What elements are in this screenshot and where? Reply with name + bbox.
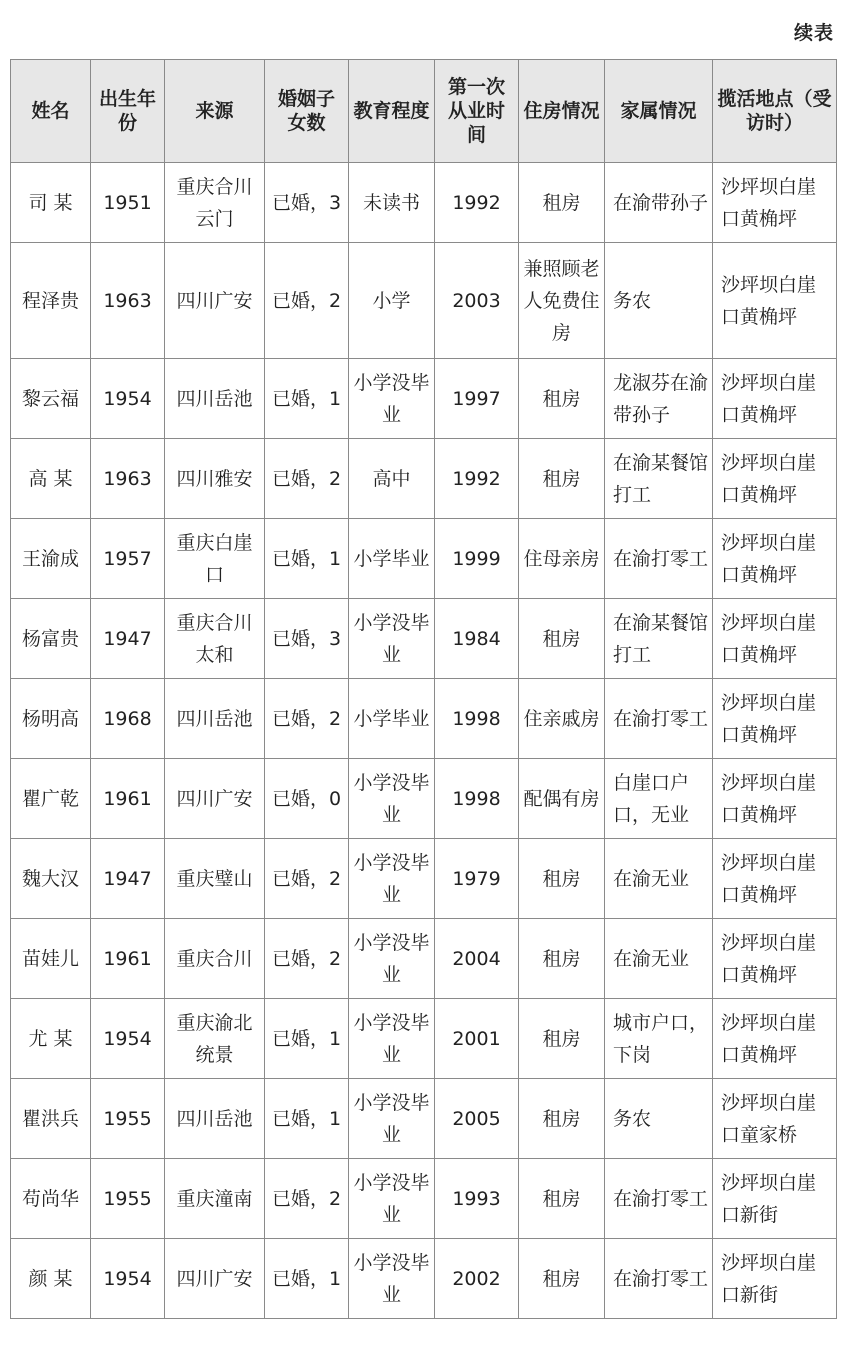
cell-birth-year: 1951: [91, 163, 165, 243]
cell-housing: 兼照顾老人免费住房: [519, 243, 605, 359]
cell-first-job: 1999: [435, 519, 519, 599]
cell-location: 沙坪坝白崖口黄桷坪: [713, 599, 837, 679]
cell-education: 高中: [349, 439, 435, 519]
table-row: [11, 1159, 837, 1239]
cell-education: 小学没毕业: [349, 359, 435, 439]
cell-location: 沙坪坝白崖口黄桷坪: [713, 839, 837, 919]
cell-marriage: 已婚，2: [265, 439, 349, 519]
worker-info-table: [10, 59, 837, 1319]
cell-marriage: 已婚，3: [265, 599, 349, 679]
cell-first-job: 1984: [435, 599, 519, 679]
cell-education: 小学毕业: [349, 679, 435, 759]
cell-education: 小学没毕业: [349, 1079, 435, 1159]
cell-origin: 四川岳池: [165, 1079, 265, 1159]
cell-family: 龙淑芬在渝带孙子: [605, 359, 713, 439]
cell-location: 沙坪坝白崖口新街: [713, 1239, 837, 1319]
cell-first-job: 1998: [435, 679, 519, 759]
cell-marriage: 已婚，2: [265, 679, 349, 759]
cell-first-job: 1979: [435, 839, 519, 919]
cell-origin: 重庆白崖口: [165, 519, 265, 599]
cell-origin: 重庆合川: [165, 919, 265, 999]
table-row: [11, 1239, 837, 1319]
cell-housing: 租房: [519, 439, 605, 519]
cell-first-job: 1992: [435, 163, 519, 243]
table-header-row: [11, 60, 837, 163]
cell-marriage: 已婚，2: [265, 839, 349, 919]
cell-birth-year: 1961: [91, 919, 165, 999]
cell-marriage: 已婚，2: [265, 243, 349, 359]
cell-origin: 四川广安: [165, 243, 265, 359]
cell-marriage: 已婚，1: [265, 519, 349, 599]
cell-family: 在渝带孙子: [605, 163, 713, 243]
cell-location: 沙坪坝白崖口黄桷坪: [713, 359, 837, 439]
header-name: 姓名: [11, 60, 91, 163]
cell-housing: 住亲戚房: [519, 679, 605, 759]
header-first-job: 第一次从业时间: [435, 60, 519, 163]
cell-marriage: 已婚，1: [265, 999, 349, 1079]
cell-marriage: 已婚，2: [265, 919, 349, 999]
cell-origin: 四川岳池: [165, 359, 265, 439]
cell-name: 杨富贵: [11, 599, 91, 679]
cell-name: 苗娃儿: [11, 919, 91, 999]
header-education: 教育程度: [349, 60, 435, 163]
table-row: [11, 359, 837, 439]
cell-name: 程泽贵: [11, 243, 91, 359]
cell-family: 务农: [605, 243, 713, 359]
cell-housing: 租房: [519, 919, 605, 999]
cell-birth-year: 1947: [91, 839, 165, 919]
cell-location: 沙坪坝白崖口黄桷坪: [713, 243, 837, 359]
cell-name: 尤 某: [11, 999, 91, 1079]
cell-education: 未读书: [349, 163, 435, 243]
cell-birth-year: 1963: [91, 439, 165, 519]
cell-name: 魏大汉: [11, 839, 91, 919]
cell-family: 在渝打零工: [605, 679, 713, 759]
cell-first-job: 2001: [435, 999, 519, 1079]
cell-family: 白崖口户口，无业: [605, 759, 713, 839]
cell-housing: 租房: [519, 599, 605, 679]
cell-housing: 租房: [519, 999, 605, 1079]
cell-birth-year: 1954: [91, 359, 165, 439]
header-birth-year: 出生年份: [91, 60, 165, 163]
cell-family: 在渝无业: [605, 839, 713, 919]
cell-housing: 住母亲房: [519, 519, 605, 599]
cell-origin: 重庆合川太和: [165, 599, 265, 679]
cell-origin: 四川岳池: [165, 679, 265, 759]
cell-marriage: 已婚，0: [265, 759, 349, 839]
cell-education: 小学没毕业: [349, 919, 435, 999]
table-row: [11, 519, 837, 599]
cell-housing: 租房: [519, 359, 605, 439]
cell-housing: 配偶有房: [519, 759, 605, 839]
cell-origin: 四川雅安: [165, 439, 265, 519]
cell-name: 瞿广乾: [11, 759, 91, 839]
cell-origin: 重庆潼南: [165, 1159, 265, 1239]
cell-name: 苟尚华: [11, 1159, 91, 1239]
cell-education: 小学没毕业: [349, 759, 435, 839]
cell-birth-year: 1961: [91, 759, 165, 839]
cell-education: 小学没毕业: [349, 1159, 435, 1239]
table-row: [11, 999, 837, 1079]
header-family: 家属情况: [605, 60, 713, 163]
cell-origin: 重庆渝北统景: [165, 999, 265, 1079]
header-location: 揽活地点（受访时）: [713, 60, 837, 163]
cell-first-job: 1997: [435, 359, 519, 439]
cell-location: 沙坪坝白崖口黄桷坪: [713, 163, 837, 243]
table-row: [11, 759, 837, 839]
cell-location: 沙坪坝白崖口黄桷坪: [713, 759, 837, 839]
cell-origin: 重庆璧山: [165, 839, 265, 919]
cell-first-job: 2003: [435, 243, 519, 359]
cell-education: 小学没毕业: [349, 999, 435, 1079]
cell-housing: 租房: [519, 1239, 605, 1319]
table-row: [11, 243, 837, 359]
cell-name: 司 某: [11, 163, 91, 243]
cell-marriage: 已婚，1: [265, 1079, 349, 1159]
cell-name: 王渝成: [11, 519, 91, 599]
cell-name: 颜 某: [11, 1239, 91, 1319]
cell-birth-year: 1954: [91, 1239, 165, 1319]
cell-birth-year: 1955: [91, 1079, 165, 1159]
cell-first-job: 1992: [435, 439, 519, 519]
cell-origin: 四川广安: [165, 759, 265, 839]
table-row: [11, 679, 837, 759]
header-marriage: 婚姻子女数: [265, 60, 349, 163]
cell-housing: 租房: [519, 1079, 605, 1159]
cell-education: 小学没毕业: [349, 599, 435, 679]
table-row: [11, 1079, 837, 1159]
cell-education: 小学没毕业: [349, 839, 435, 919]
cell-birth-year: 1968: [91, 679, 165, 759]
cell-birth-year: 1947: [91, 599, 165, 679]
cell-location: 沙坪坝白崖口新街: [713, 1159, 837, 1239]
cell-first-job: 2002: [435, 1239, 519, 1319]
cell-location: 沙坪坝白崖口黄桷坪: [713, 999, 837, 1079]
table-row: [11, 919, 837, 999]
header-origin: 来源: [165, 60, 265, 163]
table-row: [11, 599, 837, 679]
cell-family: 在渝打零工: [605, 1239, 713, 1319]
cell-family: 在渝打零工: [605, 1159, 713, 1239]
cell-first-job: 2005: [435, 1079, 519, 1159]
cell-location: 沙坪坝白崖口黄桷坪: [713, 679, 837, 759]
cell-location: 沙坪坝白崖口黄桷坪: [713, 519, 837, 599]
table-row: [11, 439, 837, 519]
cell-housing: 租房: [519, 163, 605, 243]
cell-name: 瞿洪兵: [11, 1079, 91, 1159]
header-housing: 住房情况: [519, 60, 605, 163]
cell-origin: 四川广安: [165, 1239, 265, 1319]
cell-location: 沙坪坝白崖口童家桥: [713, 1079, 837, 1159]
table-row: [11, 163, 837, 243]
cell-location: 沙坪坝白崖口黄桷坪: [713, 919, 837, 999]
cell-family: 城市户口，下岗: [605, 999, 713, 1079]
cell-marriage: 已婚，1: [265, 359, 349, 439]
cell-first-job: 1998: [435, 759, 519, 839]
cell-family: 在渝无业: [605, 919, 713, 999]
cell-family: 务农: [605, 1079, 713, 1159]
cell-marriage: 已婚，3: [265, 163, 349, 243]
cell-name: 杨明高: [11, 679, 91, 759]
cell-education: 小学: [349, 243, 435, 359]
cell-education: 小学毕业: [349, 519, 435, 599]
cell-first-job: 1993: [435, 1159, 519, 1239]
cell-name: 高 某: [11, 439, 91, 519]
cell-birth-year: 1955: [91, 1159, 165, 1239]
continued-table-label: 续表: [793, 22, 834, 44]
cell-marriage: 已婚，1: [265, 1239, 349, 1319]
table-row: [11, 839, 837, 919]
cell-name: 黎云福: [11, 359, 91, 439]
cell-family: 在渝某餐馆打工: [605, 439, 713, 519]
cell-first-job: 2004: [435, 919, 519, 999]
cell-birth-year: 1957: [91, 519, 165, 599]
cell-housing: 租房: [519, 1159, 605, 1239]
cell-location: 沙坪坝白崖口黄桷坪: [713, 439, 837, 519]
cell-origin: 重庆合川云门: [165, 163, 265, 243]
cell-housing: 租房: [519, 839, 605, 919]
cell-birth-year: 1963: [91, 243, 165, 359]
cell-birth-year: 1954: [91, 999, 165, 1079]
cell-education: 小学没毕业: [349, 1239, 435, 1319]
cell-family: 在渝打零工: [605, 519, 713, 599]
cell-marriage: 已婚，2: [265, 1159, 349, 1239]
cell-family: 在渝某餐馆打工: [605, 599, 713, 679]
table-body: [11, 163, 837, 1319]
